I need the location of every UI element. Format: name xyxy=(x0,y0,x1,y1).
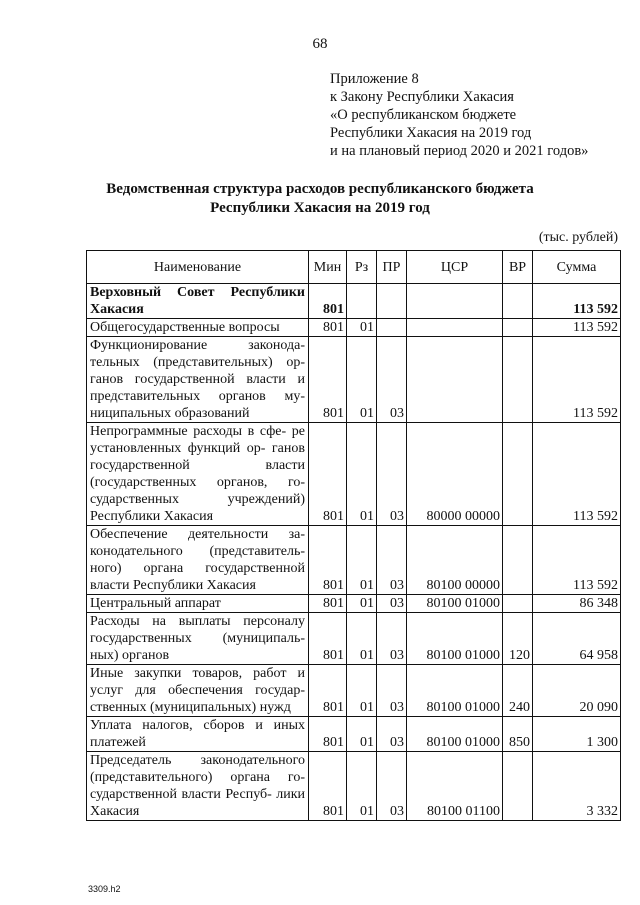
row-min: 801 xyxy=(309,665,347,717)
budget-table xyxy=(86,250,621,821)
appendix-note xyxy=(330,70,630,160)
row-rz: 01 xyxy=(347,613,377,665)
row-sum: 3 332 xyxy=(533,752,621,821)
appendix-line: к Закону Республики Хакасия xyxy=(330,89,514,105)
appendix-line: Приложение 8 xyxy=(330,71,419,87)
row-pr: 03 xyxy=(377,665,407,717)
column-header-min: Мин xyxy=(309,251,347,284)
row-pr: 03 xyxy=(377,526,407,595)
row-sum: 113 592 xyxy=(533,284,621,319)
row-vr xyxy=(503,319,533,337)
row-csr: 80100 01000 xyxy=(407,595,503,613)
row-min: 801 xyxy=(309,595,347,613)
row-name: Верховный Совет Республики Хакасия xyxy=(87,284,309,319)
row-vr xyxy=(503,595,533,613)
column-header-vr: ВР xyxy=(503,251,533,284)
row-vr xyxy=(503,337,533,423)
row-sum: 1 300 xyxy=(533,717,621,752)
row-sum: 113 592 xyxy=(533,319,621,337)
row-vr: 120 xyxy=(503,613,533,665)
row-name: Обеспечение деятельности за- конодательного (представитель- ного) органа государственной власти Республики Хакасия xyxy=(87,526,309,595)
row-sum: 64 958 xyxy=(533,613,621,665)
document-title xyxy=(0,180,640,218)
table-row xyxy=(87,665,621,717)
row-rz: 01 xyxy=(347,595,377,613)
row-name: Общегосударственные вопросы xyxy=(87,319,309,337)
row-vr xyxy=(503,526,533,595)
row-min: 801 xyxy=(309,526,347,595)
row-vr xyxy=(503,284,533,319)
column-header-rz: Рз xyxy=(347,251,377,284)
column-header-name: Наименование xyxy=(87,251,309,284)
column-header-csr: ЦСР xyxy=(407,251,503,284)
row-min: 801 xyxy=(309,337,347,423)
row-pr: 03 xyxy=(377,595,407,613)
row-pr xyxy=(377,284,407,319)
row-name: Центральный аппарат xyxy=(87,595,309,613)
row-name: Непрограммные расходы в сфе- ре установленных функций ор- ганов государственной власти (государственных органов, го- сударственных учреждений) Республики Хакасия xyxy=(87,423,309,526)
row-rz: 01 xyxy=(347,423,377,526)
row-name: Функционирование законода- тельных (представительных) ор- ганов государственной власти и представительных органов му- ниципальных образований xyxy=(87,337,309,423)
row-min: 801 xyxy=(309,752,347,821)
row-sum: 113 592 xyxy=(533,423,621,526)
row-name: Уплата налогов, сборов и иных платежей xyxy=(87,717,309,752)
document-title-line: Республики Хакасия на 2019 год xyxy=(210,200,430,216)
row-rz: 01 xyxy=(347,319,377,337)
table-row xyxy=(87,337,621,423)
row-rz xyxy=(347,284,377,319)
row-pr: 03 xyxy=(377,717,407,752)
row-min: 801 xyxy=(309,717,347,752)
row-rz: 01 xyxy=(347,337,377,423)
row-rz: 01 xyxy=(347,717,377,752)
table-row xyxy=(87,613,621,665)
row-vr: 850 xyxy=(503,717,533,752)
row-sum: 86 348 xyxy=(533,595,621,613)
table-row xyxy=(87,717,621,752)
row-rz: 01 xyxy=(347,665,377,717)
row-sum: 20 090 xyxy=(533,665,621,717)
row-vr xyxy=(503,423,533,526)
appendix-line: Республики Хакасия на 2019 год xyxy=(330,125,532,141)
row-pr: 03 xyxy=(377,337,407,423)
row-sum: 113 592 xyxy=(533,337,621,423)
table-row xyxy=(87,423,621,526)
row-csr: 80100 01100 xyxy=(407,752,503,821)
table-row xyxy=(87,595,621,613)
row-csr: 80100 01000 xyxy=(407,665,503,717)
units-label: (тыс. рублей) xyxy=(538,230,618,245)
row-pr xyxy=(377,319,407,337)
row-min: 801 xyxy=(309,284,347,319)
table-row xyxy=(87,526,621,595)
row-sum: 113 592 xyxy=(533,526,621,595)
appendix-line: «О республиканском бюджете xyxy=(330,107,517,123)
page-number: 68 xyxy=(312,36,328,52)
row-vr: 240 xyxy=(503,665,533,717)
row-min: 801 xyxy=(309,319,347,337)
row-csr: 80100 00000 xyxy=(407,526,503,595)
row-csr xyxy=(407,319,503,337)
footer-code: 3309.h2 xyxy=(88,884,121,894)
row-rz: 01 xyxy=(347,752,377,821)
row-csr: 80100 01000 xyxy=(407,613,503,665)
row-min: 801 xyxy=(309,613,347,665)
column-header-sum: Сумма xyxy=(533,251,621,284)
column-header-pr: ПР xyxy=(377,251,407,284)
appendix-line: и на плановый период 2020 и 2021 годов» xyxy=(330,143,589,159)
row-csr: 80100 01000 xyxy=(407,717,503,752)
row-csr: 80000 00000 xyxy=(407,423,503,526)
table-row xyxy=(87,284,621,319)
row-csr xyxy=(407,337,503,423)
row-name: Расходы на выплаты персоналу государственных (муниципаль- ных) органов xyxy=(87,613,309,665)
row-pr: 03 xyxy=(377,423,407,526)
table-row xyxy=(87,752,621,821)
row-pr: 03 xyxy=(377,752,407,821)
row-min: 801 xyxy=(309,423,347,526)
table-header-row xyxy=(87,251,621,284)
row-name: Председатель законодательного (представительного) органа го- сударственной власти Респуб- лики Хакасия xyxy=(87,752,309,821)
row-pr: 03 xyxy=(377,613,407,665)
row-rz: 01 xyxy=(347,526,377,595)
row-name: Иные закупки товаров, работ и услуг для обеспечения государ- ственных (муниципальных) нужд xyxy=(87,665,309,717)
row-csr xyxy=(407,284,503,319)
row-vr xyxy=(503,752,533,821)
table-row xyxy=(87,319,621,337)
document-title-line: Ведомственная структура расходов республиканского бюджета xyxy=(106,181,534,197)
